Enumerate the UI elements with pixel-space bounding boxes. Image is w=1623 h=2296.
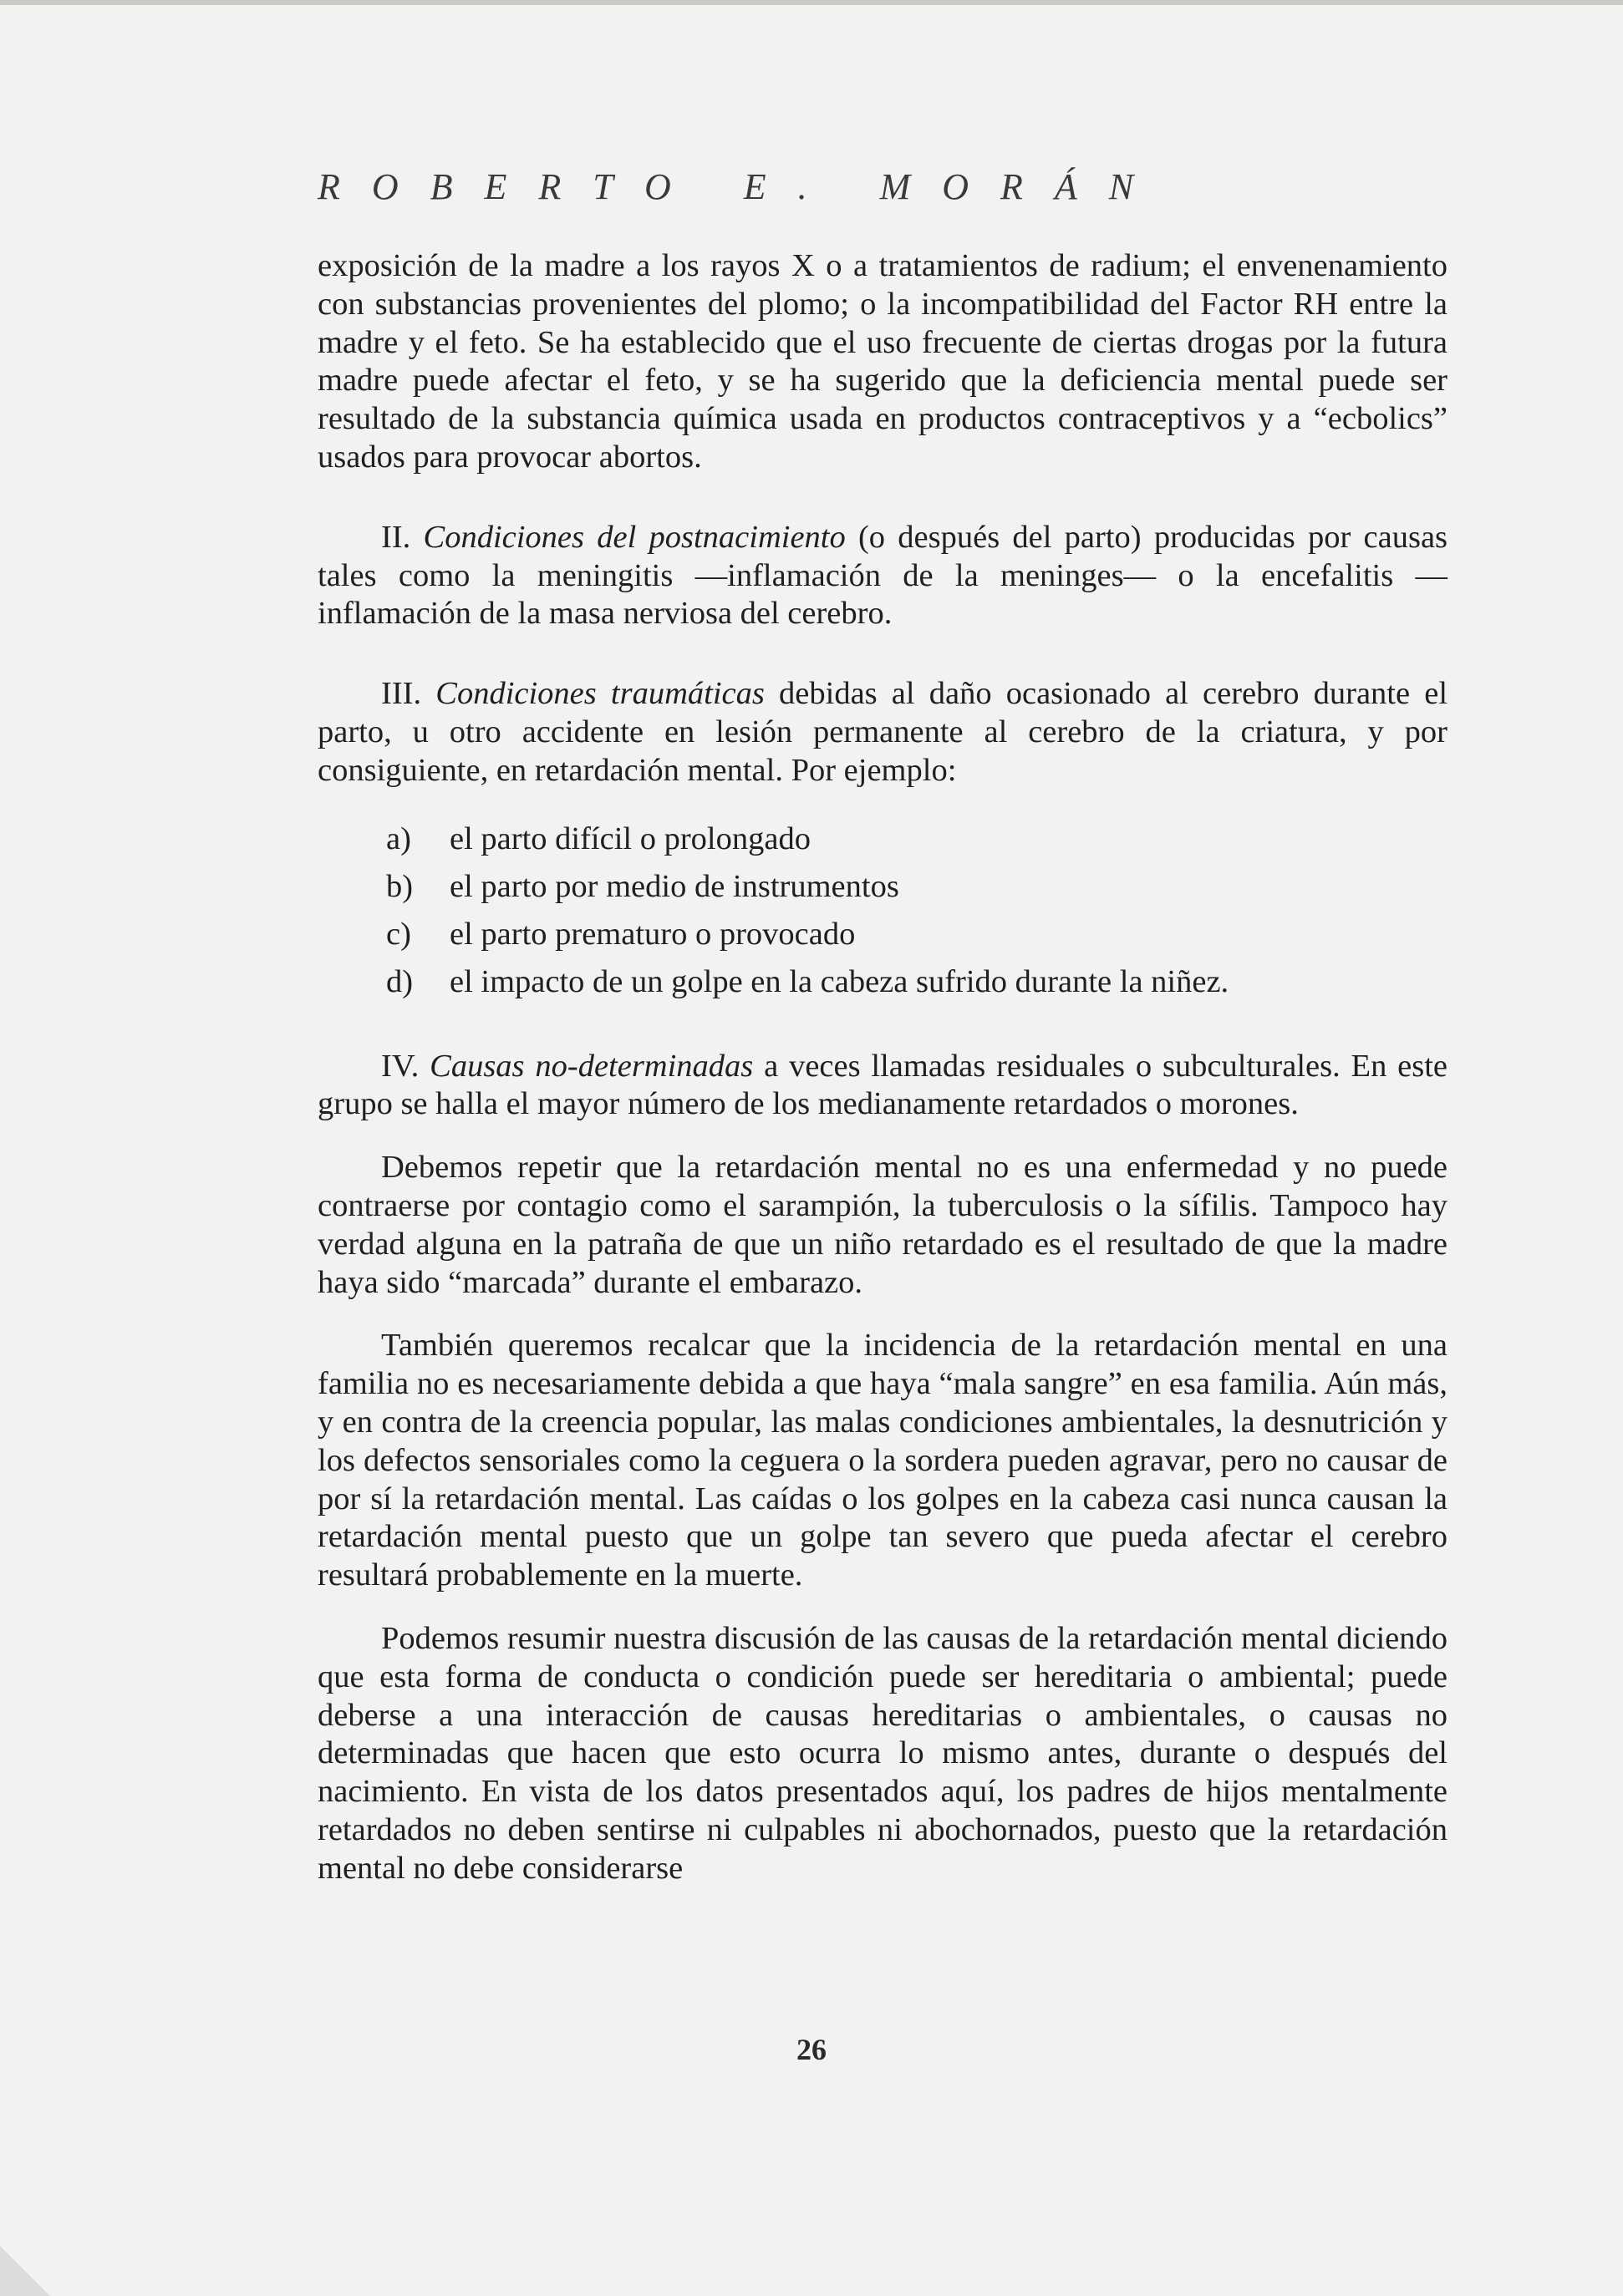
list-item-text: el parto prematuro o provocado (450, 916, 856, 952)
section-ii-text: (o después del parto) producidas por causas tales como la meningitis —inflamación de la meninges— o la encefalitis —inflamación de la masa nerviosa del cerebro. (318, 519, 1448, 632)
section-iv-text: a veces llamadas residuales o subculturales. En este grupo se halla el mayor número de los medianamente retardados o morones. (318, 1048, 1448, 1122)
text-body (318, 247, 1447, 1888)
paragraph-intro: exposición de la madre a los rayos X o a tratamientos de radium; el envenenamiento con substancias provenientes del plomo; o la incompatibilidad del Factor RH entre la madre y el feto. Se ha establecido que el uso frecuente de ciertas drogas por la futura madre puede afectar el feto, y se ha sugerido que la deficiencia mental puede ser resultado de la substancia química usada en productos contraceptivos y a “ecbolics” usados para provocar abortos. (318, 248, 1447, 475)
section-iii-heading: Condiciones traumáticas (435, 676, 765, 712)
list-item-text: el impacto de un golpe en la cabeza sufrido durante la niñez. (450, 963, 1229, 999)
section-ii-heading: Condiciones del postnacimiento (423, 519, 846, 555)
list-item-marker: d) (386, 963, 414, 999)
paragraph-summary: Podemos resumir nuestra discusión de las causas de la retardación mental diciendo que esta forma de conducta o condición puede ser hereditaria o ambiental; puede deberse a una interacción de causas hereditarias o ambientales, o causas no determinadas que hacen que esto ocurra lo mismo antes, durante o después del nacimiento. En vista de los datos presentados aquí, los padres de hijos mentalmente retardados no deben sentirse ni culpables ni abochornados, puesto que la retardación mental no debe considerarse (318, 1620, 1447, 1886)
section-ii-numeral: II. (381, 519, 411, 555)
section-iv-paragraph (318, 1048, 1447, 1125)
list-item-marker: b) (386, 868, 414, 904)
list-item (386, 815, 1447, 863)
list-item (386, 911, 1447, 958)
page-top-edge (0, 0, 1623, 5)
paragraph-stress: También queremos recalcar que la incidencia de la retardación mental en una familia no es necesariamente debida a que haya “mala sangre” en esa familia. Aún más, y en contra de la creencia popular, las malas condiciones ambientales, la desnutrición y los defectos sensoriales como la ceguera o la sordera pueden agravar, pero no causar de por sí la retardación mental. Las caídas o los golpes en la cabeza casi nunca causan la retardación mental puesto que un golpe tan severo que pueda afectar el cerebro resultará probablemente en la muerte. (318, 1328, 1447, 1593)
list-item-marker: c) (386, 916, 411, 952)
list-item-text: el parto difícil o prolongado (450, 820, 811, 856)
section-iii-text: debidas al daño ocasionado al cerebro durante el parto, u otro accidente en lesión permanente al cerebro de la criatura, y por consiguiente, en retardación mental. Por ejemplo: (318, 676, 1448, 788)
paragraph-repeat: Debemos repetir que la retardación mental no es una enfermedad y no puede contraerse por contagio como el sarampión, la tuberculosis o la sífilis. Tampoco hay verdad alguna en la patraña de que un niño retardado es el resultado de que la madre haya sido “marcada” durante el embarazo. (318, 1150, 1447, 1300)
example-list (318, 815, 1447, 1006)
list-item-text: el parto por medio de instrumentos (450, 868, 899, 904)
section-ii-paragraph (318, 519, 1447, 633)
page-number: 26 (796, 2033, 827, 2066)
list-item (386, 958, 1447, 1006)
section-iii-numeral: III. (381, 676, 422, 712)
section-iv-heading: Causas no-determinadas (430, 1048, 754, 1084)
running-head: ROBERTO E. MORÁN (318, 166, 1166, 207)
section-iv-numeral: IV. (381, 1048, 420, 1084)
list-item-marker: a) (386, 820, 411, 856)
section-iii-paragraph (318, 675, 1447, 790)
page-corner-fold (0, 2246, 50, 2296)
list-item (386, 863, 1447, 911)
